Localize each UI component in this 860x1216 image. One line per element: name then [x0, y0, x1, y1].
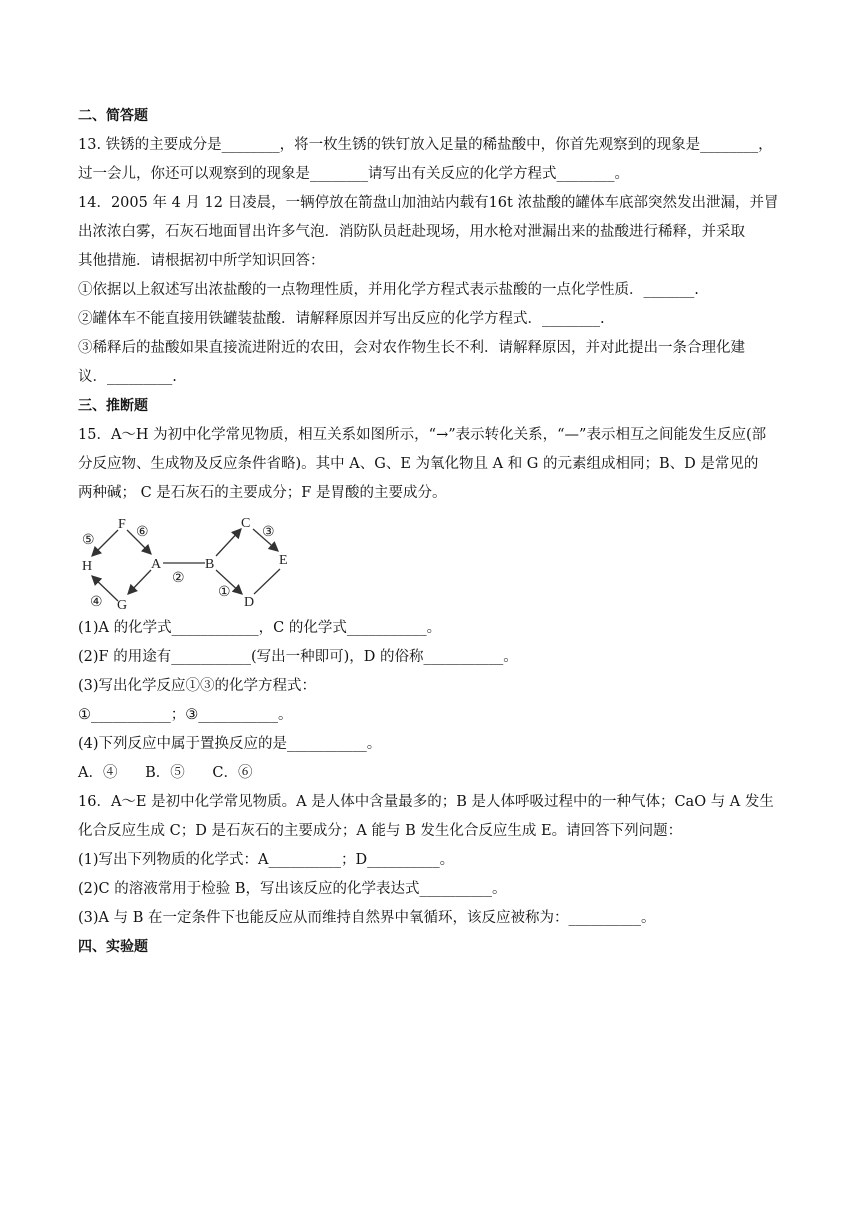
- q14-line-2: 出浓浓白雾，石灰石地面冒出许多气泡．消防队员赶赴现场，用水枪对泄漏出来的盐酸进行稀释，并采取: [78, 224, 745, 240]
- q14-part-3a: ③稀释后的盐酸如果直接流进附近的农田，会对农作物生长不利．请解释原因，并对此提出一条合理化建: [78, 340, 745, 356]
- node-e: E: [279, 553, 288, 568]
- q16-line-1: 16．A～E 是初中化学常见物质。A 是人体中含量最多的；B 是人体呼吸过程中的一种气体；CaO 与 A 发生: [78, 794, 774, 810]
- reaction-diagram: [78, 514, 318, 610]
- edge-f-h: [92, 530, 118, 556]
- q16-line-2: 化合反应生成 C；D 是石灰石的主要成分；A 能与 B 发生化合反应生成 E。请回答下列问题：: [78, 823, 683, 839]
- q14-part-2: ②罐体车不能直接用铁罐装盐酸．请解释原因并写出反应的化学方程式．________.: [78, 311, 605, 327]
- section-heading-inference: 三、推断题: [78, 398, 148, 414]
- node-h: H: [82, 559, 93, 574]
- label-2: ②: [172, 571, 185, 586]
- q13-line-1: 13. 铁锈的主要成分是________，将一枚生锈的铁钉放入足量的稀盐酸中，你首先观察到的现象是________，: [78, 137, 773, 153]
- q14-line-3: 其他措施．请根据初中所学知识回答：: [78, 253, 325, 269]
- q13-line-2: 过一会儿，你还可以观察到的现象是________请写出有关反应的化学方程式________。: [78, 166, 629, 182]
- q16-sub-3: (3)A 与 B 在一定条件下也能反应从而维持自然界中氧循环，该反应被称为：__________。: [78, 910, 656, 926]
- label-5: ⑤: [82, 533, 95, 548]
- label-3: ③: [262, 525, 275, 540]
- q15-options: A．④ B．⑤ C．⑥: [78, 765, 253, 781]
- label-6: ⑥: [136, 525, 149, 540]
- q14-part-3b: 议．_________.: [78, 369, 177, 385]
- node-c: C: [241, 516, 251, 531]
- q14-part-1: ①依据以上叙述写出浓盐酸的一点物理性质，并用化学方程式表示盐酸的一点化学性质．_______.: [78, 282, 699, 298]
- label-4: ④: [90, 595, 103, 610]
- q15-sub-2: (2)F 的用途有___________(写出一种即可)，D 的俗称___________。: [78, 649, 518, 665]
- node-f: F: [118, 517, 126, 532]
- q15-sub-3b: ①___________；③___________。: [78, 707, 293, 723]
- edge-b-c: [216, 529, 241, 556]
- worksheet-page: [78, 106, 790, 966]
- edge-d-e: [254, 569, 280, 594]
- node-g: G: [117, 598, 128, 610]
- question-14: [78, 193, 790, 387]
- q15-sub-4: (4)下列反应中属于置换反应的是___________。: [78, 736, 382, 752]
- q16-sub-1: (1)写出下列物质的化学式：A__________；D__________。: [78, 852, 455, 868]
- section-heading-short-answer: 二、简答题: [78, 108, 148, 124]
- node-b: B: [205, 557, 215, 572]
- q14-line-1: 14．2005 年 4 月 12 日凌晨，一辆停放在箭盘山加油站内载有16t 浓盐酸的罐体车底部突然发出泄漏，并冒: [78, 195, 779, 211]
- q15-line-3: 两种碱； C 是石灰石的主要成分；F 是胃酸的主要成分。: [78, 485, 447, 501]
- q16-sub-2: (2)C 的溶液常用于检验 B，写出该反应的化学表达式__________。: [78, 881, 507, 897]
- node-d: D: [244, 595, 255, 610]
- edge-a-g: [128, 570, 151, 594]
- q15-line-2: 分反应物、生成物及反应条件省略)。其中 A、G、E 为氧化物且 A 和 G 的元素组成相同；B、D 是常见的: [78, 456, 759, 472]
- section-heading-experiment: 四、实验题: [78, 939, 148, 955]
- question-13: [78, 135, 790, 184]
- label-1: ①: [218, 585, 231, 600]
- q15-line-1: 15．A～H 为初中化学常见物质，相互关系如图所示，“→”表示转化关系，“—”表示相互之间能发生反应(部: [78, 427, 767, 443]
- q15-sub-3: (3)写出化学反应①③的化学方程式：: [78, 678, 317, 694]
- question-16: [78, 792, 790, 928]
- node-a: A: [151, 557, 162, 572]
- question-15: [78, 425, 790, 783]
- q15-sub-1: (1)A 的化学式____________，C 的化学式___________。: [78, 620, 442, 636]
